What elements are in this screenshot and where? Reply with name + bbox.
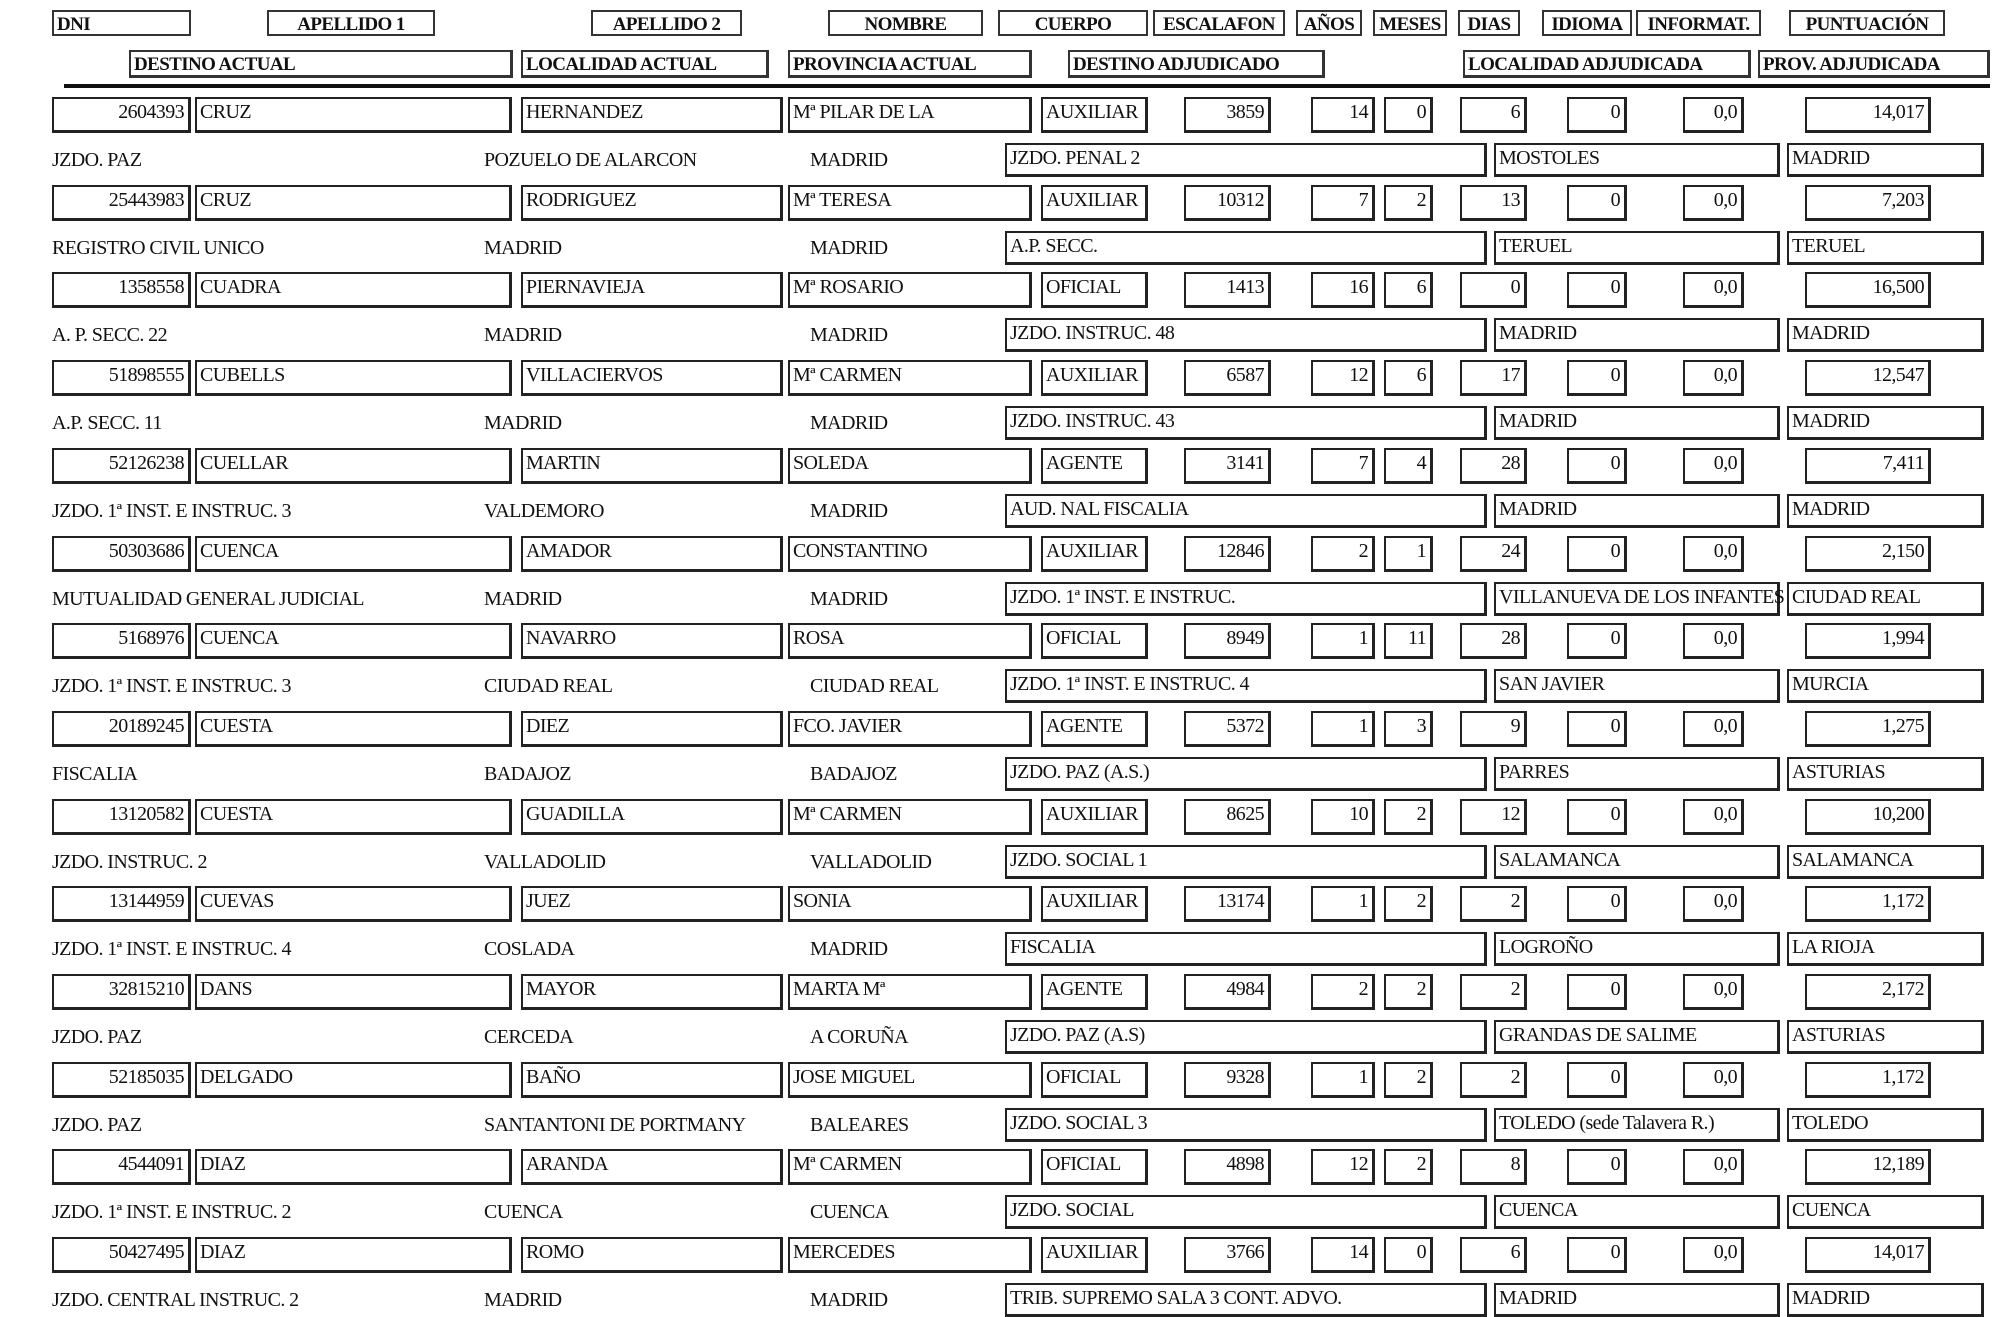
record-prov-adjudicada: CIUDAD REAL	[1787, 582, 1984, 616]
record-dias: 2	[1460, 1062, 1527, 1098]
header-apellido-2: APELLIDO 2	[591, 10, 742, 36]
record-apellido1: CUESTA	[195, 799, 512, 835]
header-nombre: NOMBRE	[828, 10, 983, 36]
record-localidad-actual: MADRID	[484, 412, 562, 435]
record-provincia-actual: MADRID	[810, 412, 888, 435]
record-informat: 0,0	[1683, 1062, 1744, 1098]
record-dias: 6	[1460, 97, 1527, 133]
record-puntuacion: 12,189	[1805, 1149, 1931, 1185]
record-dni: 2604393	[52, 97, 191, 133]
record-apellido2: AMADOR	[521, 536, 783, 572]
record-idioma: 0	[1567, 448, 1627, 484]
record-escalafon: 12846	[1184, 536, 1271, 572]
header-puntuacion: PUNTUACIÓN	[1789, 10, 1945, 36]
record-destino-actual: JZDO. PAZ	[52, 149, 142, 171]
record-meses: 11	[1384, 623, 1433, 659]
record-informat: 0,0	[1683, 974, 1744, 1010]
record-cuerpo: AUXILIAR	[1041, 360, 1148, 396]
record-localidad-actual: POZUELO DE ALARCON	[484, 149, 697, 171]
record-apellido1: CUENCA	[195, 536, 512, 572]
record-apellido2: JUEZ	[521, 886, 783, 922]
record-destino-actual: JZDO. 1ª INST. E INSTRUC. 2	[52, 1201, 291, 1224]
record-nombre: ROSA	[788, 623, 1032, 659]
record-dias: 8	[1460, 1149, 1527, 1185]
record-cuerpo: AGENTE	[1041, 448, 1148, 484]
header-idioma: IDIOMA	[1542, 10, 1632, 36]
record-localidad-adjudicada: MOSTOLES	[1494, 143, 1780, 177]
record-puntuacion: 1,172	[1805, 1062, 1931, 1098]
record-dni: 32815210	[52, 974, 191, 1010]
record-cuerpo: AUXILIAR	[1041, 536, 1148, 572]
record-provincia-actual: MADRID	[810, 1289, 888, 1312]
record-dni: 1358558	[52, 272, 191, 308]
record-informat: 0,0	[1683, 711, 1744, 747]
record-informat: 0,0	[1683, 1149, 1744, 1185]
record-nombre: FCO. JAVIER	[788, 711, 1032, 747]
header-apellido-1: APELLIDO 1	[267, 10, 435, 36]
record-idioma: 0	[1567, 1062, 1627, 1098]
record-cuerpo: AUXILIAR	[1041, 1237, 1148, 1273]
record-meses: 2	[1384, 974, 1433, 1010]
record-dni: 4544091	[52, 1149, 191, 1185]
record-destino-adjudicado: JZDO. PAZ (A.S)	[1005, 1020, 1487, 1054]
record-dias: 0	[1460, 272, 1527, 308]
record-localidad-adjudicada: MADRID	[1494, 494, 1780, 528]
record-apellido2: ARANDA	[521, 1149, 783, 1185]
record-nombre: Mª ROSARIO	[788, 272, 1032, 308]
record-idioma: 0	[1567, 623, 1627, 659]
record-puntuacion: 1,172	[1805, 886, 1931, 922]
record-puntuacion: 7,411	[1805, 448, 1931, 484]
record-localidad-actual: BADAJOZ	[484, 762, 571, 785]
record-localidad-adjudicada: PARRES	[1494, 757, 1780, 791]
record-escalafon: 3141	[1184, 448, 1271, 484]
record-escalafon: 3766	[1184, 1237, 1271, 1273]
header-destino-adjudicado: DESTINO ADJUDICADO	[1068, 50, 1325, 78]
header-localidad-actual: LOCALIDAD ACTUAL	[521, 50, 769, 78]
record-puntuacion: 1,275	[1805, 711, 1931, 747]
record-provincia-actual: MADRID	[810, 938, 888, 961]
record-localidad-adjudicada: SALAMANCA	[1494, 845, 1780, 879]
record-provincia-actual: A CORUÑA	[810, 1026, 908, 1048]
record-puntuacion: 10,200	[1805, 799, 1931, 835]
record-dni: 5168976	[52, 623, 191, 659]
record-escalafon: 8625	[1184, 799, 1271, 835]
record-localidad-actual: MADRID	[484, 1289, 562, 1312]
record-localidad-adjudicada: MADRID	[1494, 1283, 1780, 1317]
record-idioma: 0	[1567, 185, 1627, 221]
record-destino-adjudicado: JZDO. 1ª INST. E INSTRUC.	[1005, 582, 1487, 616]
record-cuerpo: AUXILIAR	[1041, 799, 1148, 835]
record-localidad-adjudicada: TOLEDO (sede Talavera R.)	[1494, 1108, 1780, 1142]
record-cuerpo: OFICIAL	[1041, 272, 1148, 308]
record-meses: 2	[1384, 1062, 1433, 1098]
record-puntuacion: 12,547	[1805, 360, 1931, 396]
record-destino-adjudicado: JZDO. INSTRUC. 48	[1005, 318, 1487, 352]
record-informat: 0,0	[1683, 272, 1744, 308]
record-apellido2: GUADILLA	[521, 799, 783, 835]
record-prov-adjudicada: ASTURIAS	[1787, 1020, 1984, 1054]
record-provincia-actual: CUENCA	[810, 1201, 889, 1224]
record-cuerpo: AUXILIAR	[1041, 97, 1148, 133]
record-dni: 50427495	[52, 1237, 191, 1273]
record-meses: 6	[1384, 360, 1433, 396]
record-cuerpo: AGENTE	[1041, 974, 1148, 1010]
record-apellido1: DANS	[195, 974, 512, 1010]
record-localidad-adjudicada: MADRID	[1494, 318, 1780, 352]
record-idioma: 0	[1567, 1237, 1627, 1273]
record-provincia-actual: BADAJOZ	[810, 762, 897, 785]
header-dias: DIAS	[1458, 10, 1520, 36]
record-dias: 6	[1460, 1237, 1527, 1273]
record-destino-adjudicado: JZDO. 1ª INST. E INSTRUC. 4	[1005, 669, 1487, 703]
record-idioma: 0	[1567, 711, 1627, 747]
record-apellido1: CUENCA	[195, 623, 512, 659]
record-meses: 2	[1384, 799, 1433, 835]
record-destino-adjudicado: JZDO. SOCIAL 1	[1005, 845, 1487, 879]
record-localidad-adjudicada: LOGROÑO	[1494, 932, 1780, 966]
record-cuerpo: OFICIAL	[1041, 623, 1148, 659]
record-idioma: 0	[1567, 1149, 1627, 1185]
record-escalafon: 5372	[1184, 711, 1271, 747]
record-meses: 2	[1384, 886, 1433, 922]
header-escalafon: ESCALAFON	[1153, 10, 1285, 36]
record-escalafon: 1413	[1184, 272, 1271, 308]
record-dias: 13	[1460, 185, 1527, 221]
record-informat: 0,0	[1683, 886, 1744, 922]
record-dias: 24	[1460, 536, 1527, 572]
record-localidad-actual: CIUDAD REAL	[484, 675, 613, 698]
record-apellido2: PIERNAVIEJA	[521, 272, 783, 308]
record-cuerpo: AUXILIAR	[1041, 886, 1148, 922]
record-escalafon: 6587	[1184, 360, 1271, 396]
record-anos: 2	[1311, 536, 1375, 572]
record-destino-adjudicado: JZDO. INSTRUC. 43	[1005, 406, 1487, 440]
record-anos: 10	[1311, 799, 1375, 835]
record-meses: 0	[1384, 97, 1433, 133]
record-anos: 1	[1311, 623, 1375, 659]
record-apellido1: CUESTA	[195, 711, 512, 747]
record-provincia-actual: MADRID	[810, 149, 888, 171]
record-provincia-actual: MADRID	[810, 587, 888, 610]
record-apellido2: BAÑO	[521, 1062, 783, 1098]
record-destino-actual: FISCALIA	[52, 762, 138, 785]
record-apellido2: VILLACIERVOS	[521, 360, 783, 396]
record-prov-adjudicada: MADRID	[1787, 318, 1984, 352]
record-destino-adjudicado: JZDO. PAZ (A.S.)	[1005, 757, 1487, 791]
record-dias: 17	[1460, 360, 1527, 396]
record-apellido1: CRUZ	[195, 185, 512, 221]
record-puntuacion: 2,172	[1805, 974, 1931, 1010]
record-puntuacion: 14,017	[1805, 97, 1931, 133]
header-informat: INFORMAT.	[1636, 10, 1761, 36]
record-destino-actual: JZDO. 1ª INST. E INSTRUC. 3	[52, 675, 291, 698]
record-dni: 25443983	[52, 185, 191, 221]
record-prov-adjudicada: MADRID	[1787, 143, 1984, 177]
record-escalafon: 9328	[1184, 1062, 1271, 1098]
record-provincia-actual: BALEARES	[810, 1113, 909, 1136]
record-nombre: SOLEDA	[788, 448, 1032, 484]
record-meses: 0	[1384, 1237, 1433, 1273]
record-provincia-actual: MADRID	[810, 324, 888, 347]
record-idioma: 0	[1567, 886, 1627, 922]
record-localidad-actual: CUENCA	[484, 1201, 563, 1224]
record-dias: 28	[1460, 448, 1527, 484]
header-provincia-actual: PROVINCIA ACTUAL	[788, 50, 1032, 78]
header-divider	[64, 84, 1990, 88]
record-apellido1: CUADRA	[195, 272, 512, 308]
record-destino-actual: JZDO. 1ª INST. E INSTRUC. 4	[52, 938, 291, 961]
record-localidad-actual: MADRID	[484, 236, 562, 259]
record-destino-actual: JZDO. PAZ	[52, 1113, 142, 1136]
record-escalafon: 4984	[1184, 974, 1271, 1010]
record-meses: 2	[1384, 185, 1433, 221]
record-dias: 2	[1460, 886, 1527, 922]
record-apellido1: CUELLAR	[195, 448, 512, 484]
record-destino-actual: JZDO. 1ª INST. E INSTRUC. 3	[52, 499, 291, 522]
record-prov-adjudicada: TERUEL	[1787, 231, 1984, 265]
record-apellido2: MAYOR	[521, 974, 783, 1010]
record-apellido1: DIAZ	[195, 1149, 512, 1185]
record-anos: 7	[1311, 185, 1375, 221]
record-apellido1: DIAZ	[195, 1237, 512, 1273]
record-localidad-actual: CERCEDA	[484, 1026, 574, 1048]
record-localidad-adjudicada: SAN JAVIER	[1494, 669, 1780, 703]
record-cuerpo: OFICIAL	[1041, 1149, 1148, 1185]
record-destino-actual: A. P. SECC. 22	[52, 324, 167, 347]
record-anos: 16	[1311, 272, 1375, 308]
record-informat: 0,0	[1683, 185, 1744, 221]
record-localidad-actual: MADRID	[484, 324, 562, 347]
record-anos: 14	[1311, 97, 1375, 133]
record-puntuacion: 7,203	[1805, 185, 1931, 221]
record-destino-actual: REGISTRO CIVIL UNICO	[52, 236, 264, 259]
record-meses: 1	[1384, 536, 1433, 572]
record-apellido2: RODRIGUEZ	[521, 185, 783, 221]
record-apellido1: CUEVAS	[195, 886, 512, 922]
record-cuerpo: AGENTE	[1041, 711, 1148, 747]
record-idioma: 0	[1567, 974, 1627, 1010]
record-dni: 52126238	[52, 448, 191, 484]
record-apellido2: NAVARRO	[521, 623, 783, 659]
record-nombre: CONSTANTINO	[788, 536, 1032, 572]
record-idioma: 0	[1567, 799, 1627, 835]
record-prov-adjudicada: CUENCA	[1787, 1195, 1984, 1229]
record-provincia-actual: MADRID	[810, 499, 888, 522]
record-nombre: SONIA	[788, 886, 1032, 922]
record-nombre: Mª CARMEN	[788, 1149, 1032, 1185]
record-informat: 0,0	[1683, 536, 1744, 572]
record-anos: 2	[1311, 974, 1375, 1010]
record-informat: 0,0	[1683, 97, 1744, 133]
record-cuerpo: OFICIAL	[1041, 1062, 1148, 1098]
record-meses: 2	[1384, 1149, 1433, 1185]
header-prov-adjudicada: PROV. ADJUDICADA	[1758, 50, 1990, 78]
record-escalafon: 3859	[1184, 97, 1271, 133]
record-apellido2: MARTIN	[521, 448, 783, 484]
record-prov-adjudicada: MURCIA	[1787, 669, 1984, 703]
header-anos: AÑOS	[1296, 10, 1362, 36]
record-nombre: Mª TERESA	[788, 185, 1032, 221]
record-puntuacion: 1,994	[1805, 623, 1931, 659]
record-informat: 0,0	[1683, 623, 1744, 659]
record-dias: 28	[1460, 623, 1527, 659]
record-anos: 1	[1311, 1062, 1375, 1098]
record-localidad-actual: SANTANTONI DE PORTMANY	[484, 1113, 746, 1136]
record-dias: 2	[1460, 974, 1527, 1010]
record-informat: 0,0	[1683, 360, 1744, 396]
record-dni: 50303686	[52, 536, 191, 572]
record-escalafon: 4898	[1184, 1149, 1271, 1185]
record-dias: 12	[1460, 799, 1527, 835]
record-nombre: MARTA Mª	[788, 974, 1032, 1010]
record-cuerpo: AUXILIAR	[1041, 185, 1148, 221]
record-destino-adjudicado: A.P. SECC.	[1005, 231, 1487, 265]
record-nombre: Mª CARMEN	[788, 360, 1032, 396]
record-destino-adjudicado: JZDO. SOCIAL	[1005, 1195, 1487, 1229]
record-provincia-actual: MADRID	[810, 236, 888, 259]
record-anos: 12	[1311, 1149, 1375, 1185]
header-destino-actual: DESTINO ACTUAL	[129, 50, 513, 78]
record-prov-adjudicada: ASTURIAS	[1787, 757, 1984, 791]
record-dias: 9	[1460, 711, 1527, 747]
record-destino-actual: JZDO. PAZ	[52, 1026, 142, 1048]
record-anos: 1	[1311, 886, 1375, 922]
header-cuerpo: CUERPO	[998, 10, 1148, 36]
record-destino-adjudicado: JZDO. SOCIAL 3	[1005, 1108, 1487, 1142]
record-localidad-actual: VALLADOLID	[484, 850, 606, 873]
record-nombre: Mª CARMEN	[788, 799, 1032, 835]
record-destino-adjudicado: AUD. NAL FISCALIA	[1005, 494, 1487, 528]
record-prov-adjudicada: MADRID	[1787, 494, 1984, 528]
record-puntuacion: 16,500	[1805, 272, 1931, 308]
record-dni: 51898555	[52, 360, 191, 396]
record-destino-adjudicado: FISCALIA	[1005, 932, 1487, 966]
record-prov-adjudicada: MADRID	[1787, 1283, 1984, 1317]
record-localidad-adjudicada: TERUEL	[1494, 231, 1780, 265]
record-anos: 1	[1311, 711, 1375, 747]
record-informat: 0,0	[1683, 448, 1744, 484]
record-destino-actual: JZDO. CENTRAL INSTRUC. 2	[52, 1289, 299, 1312]
record-idioma: 0	[1567, 272, 1627, 308]
record-apellido2: ROMO	[521, 1237, 783, 1273]
record-escalafon: 10312	[1184, 185, 1271, 221]
record-prov-adjudicada: MADRID	[1787, 406, 1984, 440]
record-idioma: 0	[1567, 360, 1627, 396]
record-anos: 7	[1311, 448, 1375, 484]
header-localidad-adjudicada: LOCALIDAD ADJUDICADA	[1463, 50, 1751, 78]
record-dni: 13120582	[52, 799, 191, 835]
record-meses: 6	[1384, 272, 1433, 308]
record-escalafon: 8949	[1184, 623, 1271, 659]
record-localidad-adjudicada: CUENCA	[1494, 1195, 1780, 1229]
record-localidad-actual: MADRID	[484, 587, 562, 610]
record-anos: 12	[1311, 360, 1375, 396]
record-idioma: 0	[1567, 97, 1627, 133]
record-localidad-actual: COSLADA	[484, 938, 575, 961]
record-destino-adjudicado: JZDO. PENAL 2	[1005, 143, 1487, 177]
record-localidad-adjudicada: GRANDAS DE SALIME	[1494, 1020, 1780, 1054]
record-informat: 0,0	[1683, 799, 1744, 835]
record-idioma: 0	[1567, 536, 1627, 572]
record-nombre: JOSE MIGUEL	[788, 1062, 1032, 1098]
record-dni: 52185035	[52, 1062, 191, 1098]
record-meses: 4	[1384, 448, 1433, 484]
header-meses: MESES	[1373, 10, 1447, 36]
record-dni: 20189245	[52, 711, 191, 747]
record-dni: 13144959	[52, 886, 191, 922]
record-localidad-actual: VALDEMORO	[484, 499, 604, 522]
record-prov-adjudicada: SALAMANCA	[1787, 845, 1984, 879]
record-puntuacion: 14,017	[1805, 1237, 1931, 1273]
record-puntuacion: 2,150	[1805, 536, 1931, 572]
record-escalafon: 13174	[1184, 886, 1271, 922]
header-dni: DNI	[52, 10, 191, 36]
record-apellido1: CRUZ	[195, 97, 512, 133]
record-informat: 0,0	[1683, 1237, 1744, 1273]
record-destino-actual: A.P. SECC. 11	[52, 412, 162, 435]
record-meses: 3	[1384, 711, 1433, 747]
record-prov-adjudicada: LA RIOJA	[1787, 932, 1984, 966]
record-destino-actual: JZDO. INSTRUC. 2	[52, 850, 207, 873]
record-apellido1: DELGADO	[195, 1062, 512, 1098]
record-nombre: Mª PILAR DE LA	[788, 97, 1032, 133]
record-apellido1: CUBELLS	[195, 360, 512, 396]
record-apellido2: HERNANDEZ	[521, 97, 783, 133]
record-anos: 14	[1311, 1237, 1375, 1273]
record-destino-adjudicado: TRIB. SUPREMO SALA 3 CONT. ADVO.	[1005, 1283, 1487, 1317]
record-localidad-adjudicada: MADRID	[1494, 406, 1780, 440]
record-apellido2: DIEZ	[521, 711, 783, 747]
record-provincia-actual: CIUDAD REAL	[810, 675, 939, 698]
record-provincia-actual: VALLADOLID	[810, 850, 932, 873]
record-nombre: MERCEDES	[788, 1237, 1032, 1273]
record-destino-actual: MUTUALIDAD GENERAL JUDICIAL	[52, 587, 364, 610]
record-prov-adjudicada: TOLEDO	[1787, 1108, 1984, 1142]
record-localidad-adjudicada: VILLANUEVA DE LOS INFANTES	[1494, 582, 1780, 616]
